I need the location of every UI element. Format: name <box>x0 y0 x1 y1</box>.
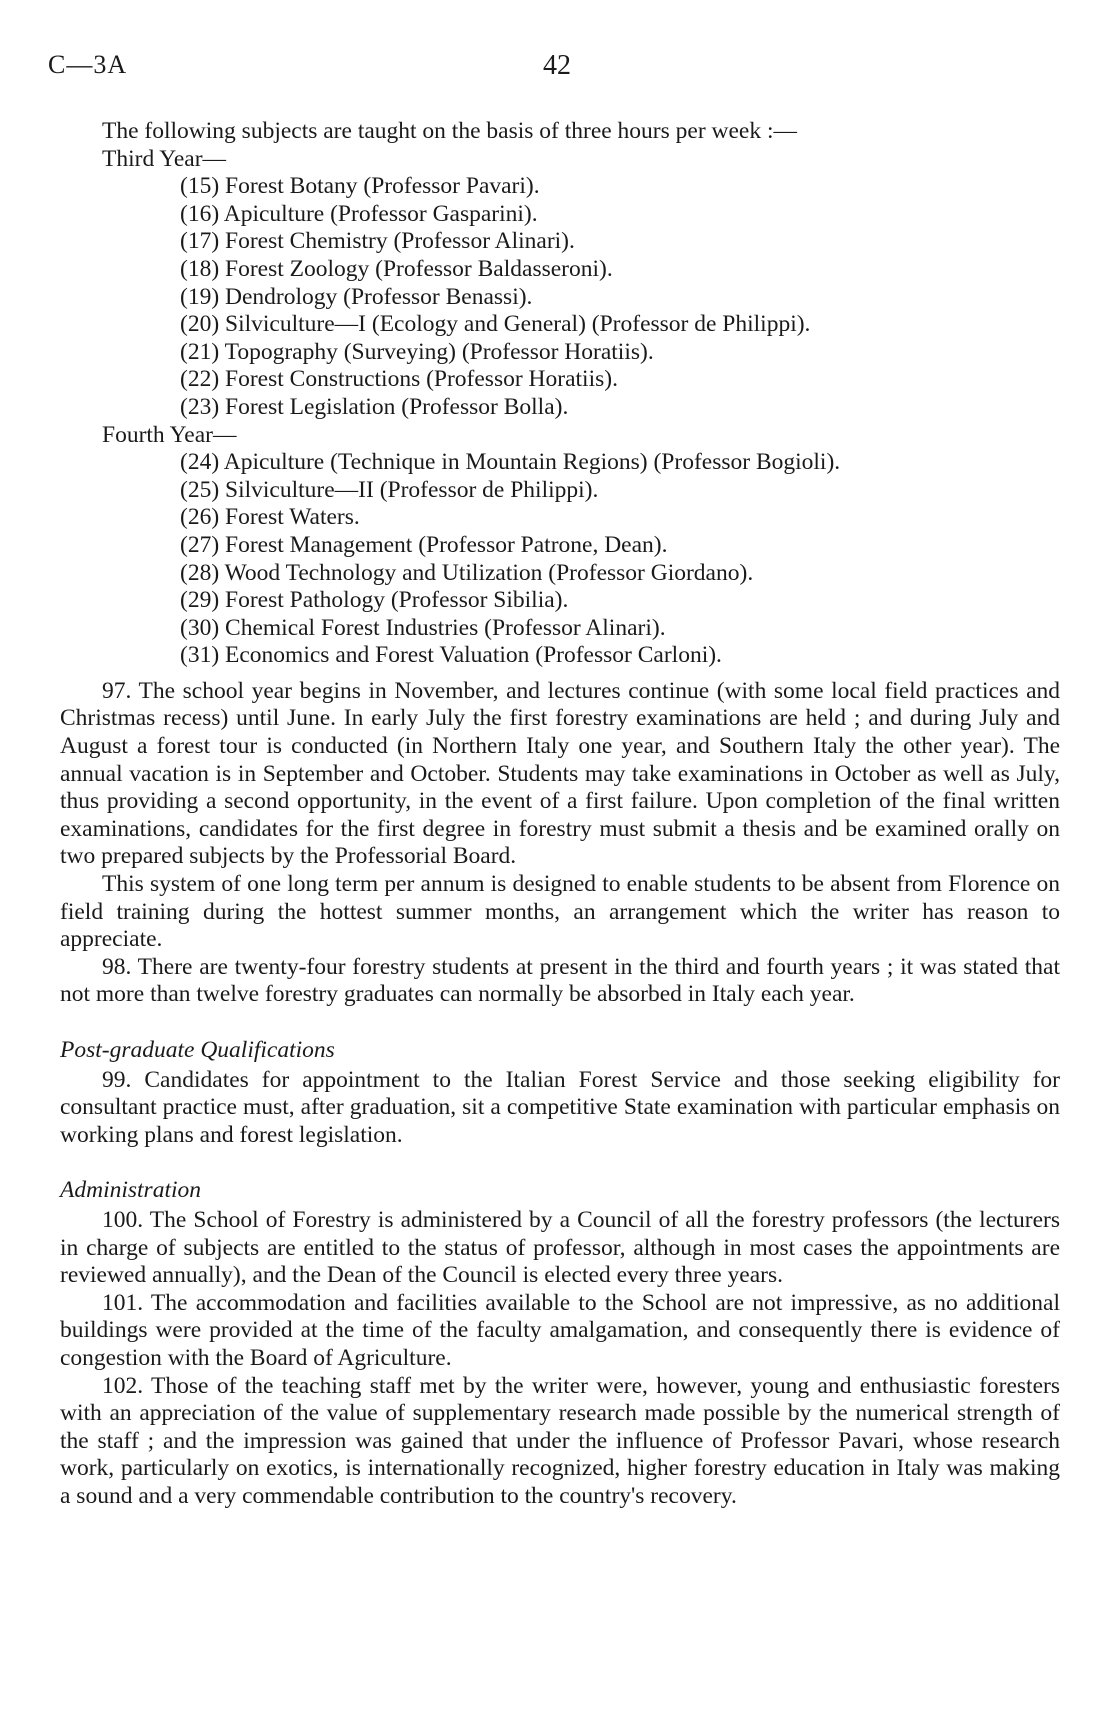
list-item: (25) Silviculture—II (Professor de Philippi). <box>180 476 599 503</box>
list-item: (26) Forest Waters. <box>180 504 360 531</box>
section-heading-administration: Administration <box>60 1177 202 1204</box>
list-item: (27) Forest Management (Professor Patrone, Dean). <box>180 531 668 558</box>
paragraph-98: 98. There are twenty-four forestry students at present in the third and fourth years ; it was stated that not more than twelve forestry graduates can normally be absorbed in Italy each year. <box>60 953 1060 1008</box>
fourth-year-subject-list <box>180 449 1060 670</box>
list-item: (20) Silviculture—I (Ecology and General) (Professor de Philippi). <box>180 311 811 338</box>
page-header <box>48 50 1066 86</box>
list-item: (31) Economics and Forest Valuation (Professor Carloni). <box>180 642 722 669</box>
page-body <box>60 118 1060 1511</box>
list-item: (29) Forest Pathology (Professor Sibilia). <box>180 587 569 614</box>
page-number: 42 <box>543 50 571 81</box>
paragraph-97: 97. The school year begins in November, and lectures continue (with some local field practices and Christmas recess) until June. In early July the first forestry examinations are held ; and during July and August a forest tour is conducted (in Northern Italy one year, and Southern Italy the other year). The annual vacation is in September and October. Students may take examinations in October as well as July, thus providing a second opportunity, in the event of a first failure. Upon completion of the final written examinations, candidates for the first degree in forestry must submit a thesis and be examined orally on two prepared subjects by the Professorial Board. <box>60 677 1060 870</box>
list-item: (30) Chemical Forest Industries (Professor Alinari). <box>180 614 666 641</box>
list-item: (15) Forest Botany (Professor Pavari). <box>180 173 540 200</box>
list-item: (16) Apiculture (Professor Gasparini). <box>180 200 538 227</box>
third-year-subject-list <box>180 173 1060 421</box>
section-heading-post-graduate: Post-graduate Qualifications <box>60 1037 335 1063</box>
list-item: (18) Forest Zoology (Professor Baldasseroni). <box>180 255 613 282</box>
third-year-heading: Third Year— <box>102 145 227 172</box>
paragraph-97-continued: This system of one long term per annum is designed to enable students to be absent from Florence on field training during the hottest summer months, an arrangement which the writer has reason to appreciate. <box>60 871 1060 953</box>
list-item: (23) Forest Legislation (Professor Bolla). <box>180 393 569 420</box>
paragraph-101: 101. The accommodation and facilities available to the School are not impressive, as no additional buildings were provided at the time of the faculty amalgamation, and consequently there is evidence of congestion with the Board of Agriculture. <box>60 1289 1060 1371</box>
intro-line: The following subjects are taught on the basis of three hours per week :— <box>102 118 798 144</box>
list-item: (24) Apiculture (Technique in Mountain Regions) (Professor Bogioli). <box>180 449 841 476</box>
list-item: (21) Topography (Surveying) (Professor Horatiis). <box>180 338 654 365</box>
paragraph-99: 99. Candidates for appointment to the Italian Forest Service and those seeking eligibility for consultant practice must, after graduation, sit a competitive State examination with particular emphasis on working plans and forest legislation. <box>60 1066 1060 1148</box>
paragraph-102: 102. Those of the teaching staff met by the writer were, however, young and enthusiastic foresters with an appreciation of the value of supplementary research made possible by the numerical strength of the staff ; and the impression was gained that under the influence of Professor Pavari, whose research work, particularly on exotics, is internationally recognized, higher forestry education in Italy was making a sound and a very commendable contribution to the country's recovery. <box>60 1372 1060 1509</box>
list-item: (17) Forest Chemistry (Professor Alinari). <box>180 228 575 255</box>
list-item: (28) Wood Technology and Utilization (Professor Giordano). <box>180 559 754 586</box>
paragraph-100: 100. The School of Forestry is administered by a Council of all the forestry professors (the lecturers in charge of subjects are entitled to the status of professor, although in most cases the appointments are reviewed annually), and the Dean of the Council is elected every three years. <box>60 1206 1060 1289</box>
list-item: (22) Forest Constructions (Professor Horatiis). <box>180 366 618 393</box>
document-reference: C—3A <box>48 50 128 79</box>
fourth-year-heading: Fourth Year— <box>102 421 237 448</box>
list-item: (19) Dendrology (Professor Benassi). <box>180 283 533 310</box>
